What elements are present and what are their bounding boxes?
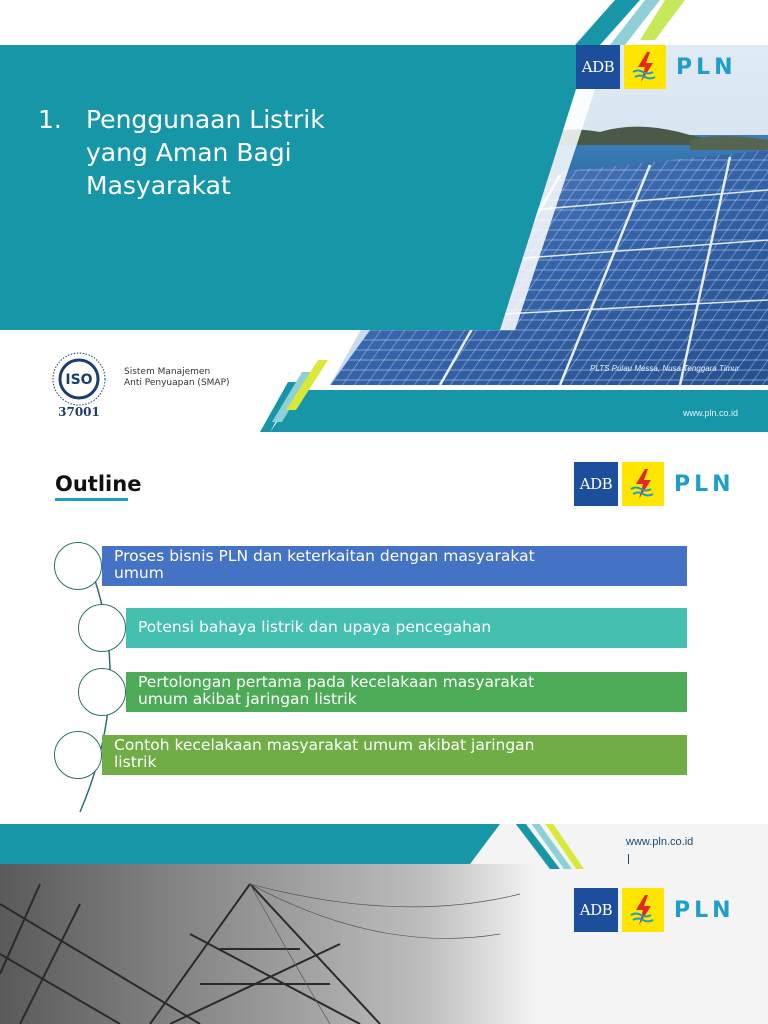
pln-wordmark: PLN <box>674 471 735 497</box>
iso-caption-line: Anti Penyuapan (SMAP) <box>124 378 230 388</box>
adb-logo: ADB <box>574 888 618 932</box>
outline-item-text: Pertolongan pertama pada kecelakaan masyarakat <box>138 673 535 691</box>
adb-logo: ADB <box>576 45 620 89</box>
outline-item-text: Proses bisnis PLN dan keterkaitan dengan masyarakat <box>114 547 535 565</box>
closing-teal-band <box>0 824 500 864</box>
outline-item-2[interactable] <box>126 608 687 648</box>
slide-title <box>38 103 406 202</box>
outline-bullet-circle <box>78 668 126 716</box>
adb-logo: ADB <box>574 462 618 506</box>
outline-bullet-circle <box>54 542 102 590</box>
outline-bullet-circle <box>54 731 102 779</box>
photo-caption: PLTS Pulau Messa, Nusa Tenggara Timur <box>590 364 740 373</box>
adb-pln-logo <box>574 462 735 506</box>
pln-lightning-icon <box>624 45 666 89</box>
outline-bullet-circle <box>78 604 126 652</box>
slide-title-number: 1. <box>38 105 62 134</box>
outline-item-text: listrik <box>114 753 157 771</box>
slide-title-line: Masyarakat <box>86 171 231 200</box>
url-divider <box>628 854 629 864</box>
outline-slide <box>0 432 768 824</box>
iso-number: 37001 <box>58 405 100 419</box>
pln-lightning-icon <box>622 462 664 506</box>
pln-wordmark: PLN <box>676 54 737 80</box>
iso-logo-icon <box>42 344 120 422</box>
outline-item-1[interactable] <box>102 546 687 586</box>
outline-item-3[interactable] <box>126 672 687 712</box>
outline-item-text: Potensi bahaya listrik dan upaya pencegahan <box>138 618 492 636</box>
title-slide <box>0 0 768 432</box>
iso-37001-badge <box>42 344 230 422</box>
pln-wordmark: PLN <box>674 897 735 923</box>
outline-title-underline <box>55 498 128 501</box>
iso-logo-text: ISO <box>65 372 93 388</box>
slide-title-line: yang Aman Bagi <box>86 138 292 167</box>
outline-item-text: Contoh kecelakaan masyarakat umum akibat jaringan <box>114 736 535 754</box>
adb-pln-logo <box>576 45 737 89</box>
outline-item-4[interactable] <box>102 735 687 775</box>
website-link[interactable]: www.pln.co.id <box>683 408 739 418</box>
website-link[interactable]: www.pln.co.id <box>626 836 694 848</box>
outline-item-text: umum akibat jaringan listrik <box>138 690 357 708</box>
outline-title: Outline <box>55 472 142 496</box>
outline-item-text: umum <box>114 564 164 582</box>
adb-pln-logo <box>574 888 735 932</box>
pln-lightning-icon <box>622 888 664 932</box>
iso-caption-line: Sistem Manajemen <box>124 367 211 377</box>
slide-title-line: Penggunaan Listrik <box>86 105 325 134</box>
closing-slide <box>0 824 768 1024</box>
